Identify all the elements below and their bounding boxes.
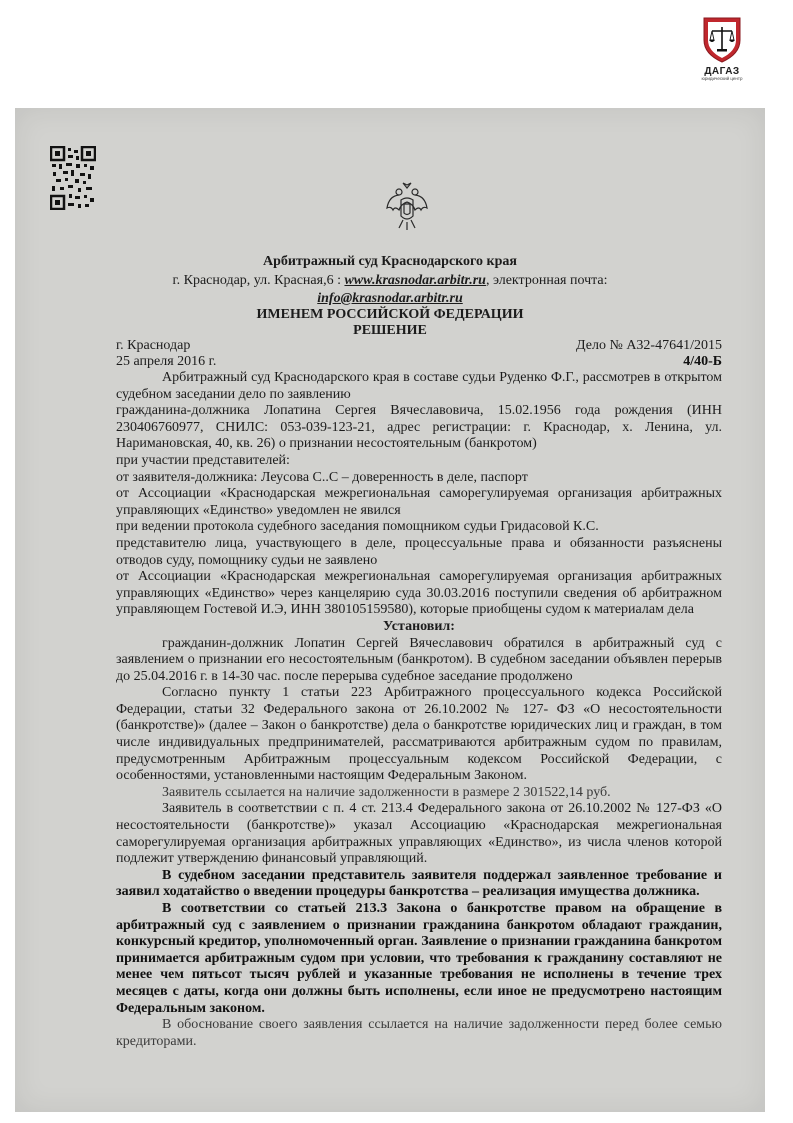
decision-date: 25 апреля 2016 г. [116,354,217,369]
court-email-link[interactable]: info@krasnodar.arbitr.ru [317,291,463,306]
paragraph: при ведении протокола судебного заседания помощником судьи Гридасовой К.С. [116,519,599,535]
document-header [15,253,765,339]
paragraph: Согласно пункту 1 статьи 223 Арбитражного процессуального кодекса Российской Федерации, статьи 32 Федерального закона от 26.10.2002 № 127- ФЗ «О несостоятельности (банкротстве)» (далее – Закон о банкротстве) дела о банкротстве юридических лиц и граждан, в том числе индивидуальных предпринимателей, рассматриваются арбитражным судом по правилам, предусмотренным Арбитражным процессуальным кодексом Российской Федерации, с особенностями, установленными настоящим Федеральным Законом. [116,685,722,784]
paragraph: В судебном заседании представитель заявителя поддержал заявленное требование и заявил ходатайство о введении процедуры банкротства – реализация имущества должника. [116,867,722,900]
logo-subtitle: юридический центр [701,76,743,81]
paragraph: гражданин-должник Лопатин Сергей Вячеславович обратился в арбитражный суд с заявлением о признании его несостоятельным (банкротом). В судебном заседании объявлен перерыв до 25.04.2016 г. в 14-30 час. после перерыва судебное заседание продолжено [116,635,722,684]
shield-scales-icon [700,14,744,64]
paragraph: В обоснование своего заявления ссылается на наличие задолженности перед более семью кредиторами. [116,1017,722,1049]
case-suffix: 4/40-Б [683,354,722,369]
paragraph: представителю лица, участвующего в деле, процессуальные права и обязанности разъяснены отводов суду, помощнику судьи не заявлено [116,535,722,568]
meta-row-city [116,338,722,354]
meta-row-date [116,354,722,370]
paragraph: Арбитражный суд Краснодарского края в составе судьи Руденко Ф.Г., рассмотрев в открытом судебном заседании дело по заявлению [116,370,722,402]
scanned-document [15,108,765,1112]
court-name: Арбитражный суд Краснодарского края [263,254,517,269]
paragraph: при участии представителей: [116,452,290,468]
double-headed-eagle-emblem-icon [385,180,429,232]
address-suffix: , электронная почта: [485,273,608,288]
court-website-link[interactable]: www.krasnodar.arbitr.ru [344,273,486,288]
court-address [15,271,765,290]
paragraph: гражданина-должника Лопатина Сергея Вячеславовича, 15.02.1956 года рождения (ИНН 230406760977, СНИЛС: 053-039-123-21, адрес регистрации: г. Краснодар, х. Ленина, ул. Наримановская, 40, кв. 26) о признании несостоятельным (банкротом) [116,403,722,452]
heading-in-the-name: ИМЕНЕМ РОССИЙСКОЙ ФЕДЕРАЦИИ [256,307,524,322]
document-body [116,370,722,1050]
logo [695,14,749,82]
qr-code-icon [50,146,96,210]
logo-name: ДАГАЗ [704,66,740,77]
paragraph: Заявитель в соответствии с п. 4 ст. 213.4 Федерального закона от 26.10.2002 № 127-ФЗ «О несостоятельности (банкротстве)» указал Ассоциацию «Краснодарская межрегиональная саморегулируемая организация арбитражных управляющих «Единство», из числа членов которой подлежит утверждению финансовый управляющий. [116,801,722,867]
paragraph: Заявитель ссылается на наличие задолженности в размере 2 301522,14 руб. [162,784,611,800]
paragraph: от Ассоциации «Краснодарская межрегиональная саморегулируемая организация арбитражных управляющих «Единство» уведомлен не явился [116,486,722,518]
paragraph: от Ассоциации «Краснодарская межрегиональная саморегулируемая организация арбитражных управляющих «Единство» через канцелярию суда 30.03.2016 поступили сведения об арбитражном управляющем Гостевой И.Э, ИНН 380105159580), которые приобщены судом к материалам дела [116,569,722,618]
address-prefix: г. Краснодар, ул. Красная,6 : [172,273,345,288]
city: г. Краснодар [116,338,191,353]
heading-decision: РЕШЕНИЕ [353,323,427,338]
paragraph: от заявителя-должника: Леусова С..С – доверенность в деле, паспорт [116,469,528,485]
section-heading-established: Установил: [383,618,455,634]
paragraph: В соответствии со статьей 213.3 Закона о банкротстве правом на обращение в арбитражный суд с заявлением о признании гражданина банкротом обладают гражданин, конкурсный кредитор, уполномоченный орган. Заявление о признании гражданина банкротом принимается арбитражным судом при условии, что требования к гражданину составляют не менее чем пятьсот тысяч рублей и указанные требования не исполнены в течение трех месяцев с даты, когда они должны быть исполнены, если иное не предусмотрено настоящим Федеральным законом. [116,901,722,1016]
case-number: Дело № А32-47641/2015 [576,338,722,353]
